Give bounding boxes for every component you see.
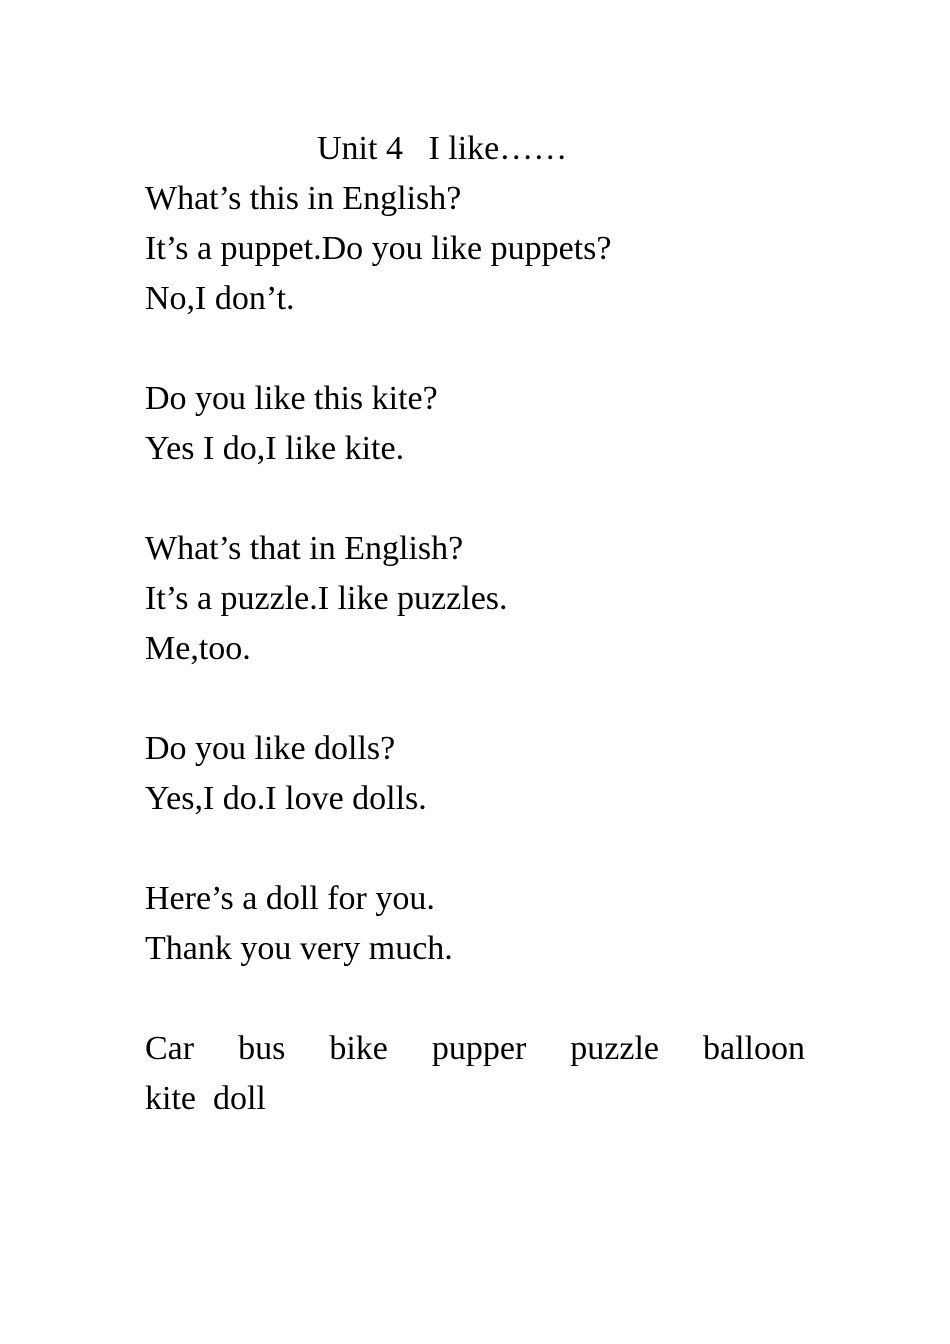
dialog-line: Do you like dolls? — [145, 730, 396, 767]
dialog-block-5 — [145, 874, 805, 974]
dialog-line: What’s that in English? — [145, 530, 464, 567]
vocab-spacer — [196, 1074, 213, 1124]
vocab-word: Car — [145, 1030, 195, 1067]
vocabulary-row-1 — [145, 1024, 805, 1074]
document-body — [145, 124, 805, 1124]
unit-title: Unit 4 I like…… — [317, 130, 568, 167]
paragraph-gap — [145, 474, 805, 524]
dialog-block-1 — [145, 174, 805, 324]
paragraph-gap — [145, 324, 805, 374]
vocab-word: bike — [329, 1030, 388, 1067]
paragraph-gap — [145, 824, 805, 874]
vocab-word: balloon — [703, 1030, 805, 1067]
dialog-block-2 — [145, 374, 805, 474]
vocab-word: doll — [212, 1080, 266, 1117]
dialog-block-4 — [145, 724, 805, 824]
dialog-block-3 — [145, 524, 805, 674]
vocabulary-list — [145, 1024, 805, 1124]
dialog-line: What’s this in English? — [145, 180, 462, 217]
dialog-line: Do you like this kite? — [145, 380, 438, 417]
dialog-line: It’s a puppet.Do you like puppets? — [145, 230, 612, 267]
dialog-line: Yes,I do.I love dolls. — [145, 780, 427, 817]
dialog-line: Yes I do,I like kite. — [145, 430, 405, 467]
paragraph-gap — [145, 674, 805, 724]
vocabulary-row-2 — [145, 1074, 805, 1124]
dialog-line: Me,too. — [145, 630, 251, 667]
dialog-line: No,I don’t. — [145, 280, 295, 317]
vocab-word: kite — [145, 1080, 196, 1117]
dialog-line: Thank you very much. — [145, 930, 453, 967]
paragraph-gap — [145, 974, 805, 1024]
vocab-word: bus — [238, 1030, 286, 1067]
vocab-word: pupper — [431, 1030, 527, 1067]
dialog-line: It’s a puzzle.I like puzzles. — [145, 580, 508, 617]
vocab-word: puzzle — [570, 1030, 660, 1067]
dialog-line: Here’s a doll for you. — [145, 880, 435, 917]
